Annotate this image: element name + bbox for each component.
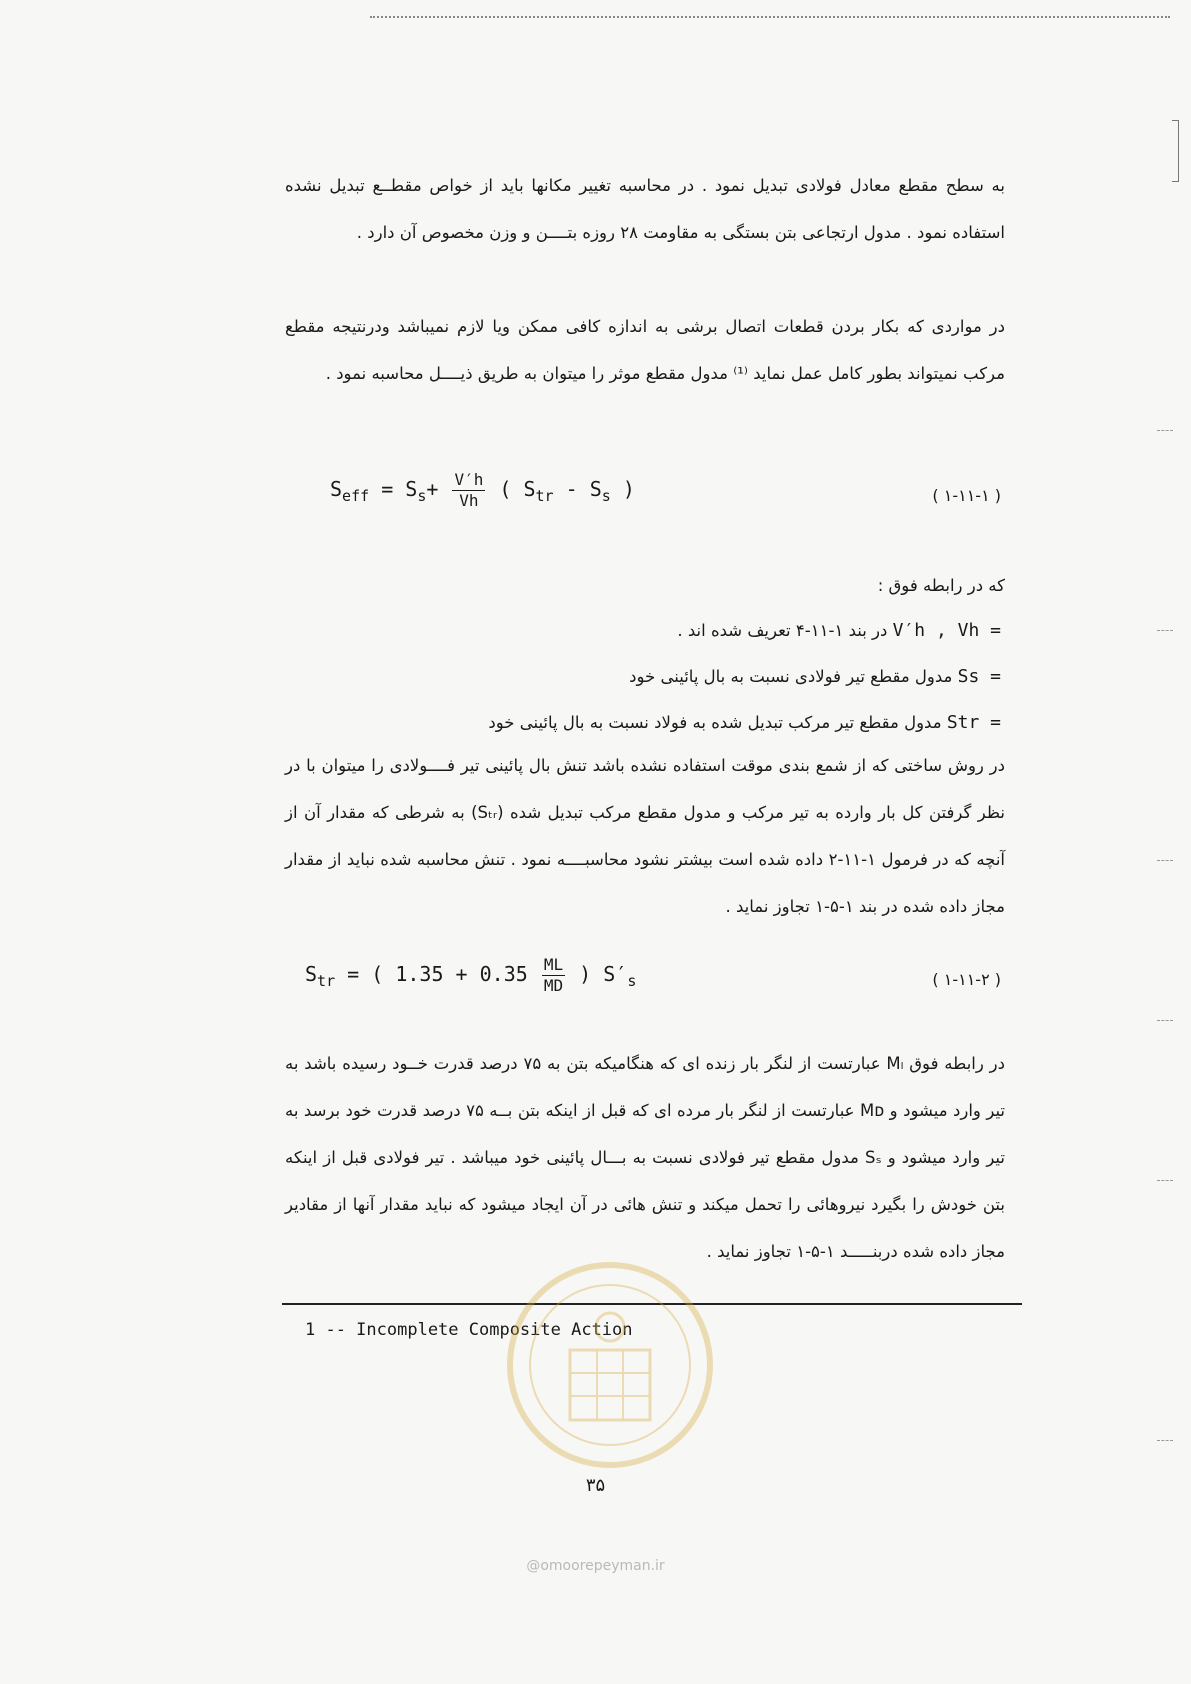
margin-mark	[1157, 630, 1173, 631]
equation-1: $S_{eff} = S_s+$ $\frac{V'h}{Vh}$ ( $S_{tr} - S_s$ )	[330, 470, 635, 510]
definition-item: V′h , Vh = در بند ۱-۱۱-۴ تعریف شده اند .	[677, 620, 1001, 641]
where-label: که در رابطه فوق :	[877, 576, 1005, 595]
paragraph-1: به سطح مقطع معادل فولادی تبدیل نمود . در محاسبه تغییر مکانها باید از خواص مقطــع تبدیل نشده استفاده نمود . مدول ارتجاعی بتن بستگی به مقاومت ۲۸ روزه بتــــن و وزن مخصوص آن دارد .	[285, 176, 1005, 242]
paragraph-2: در مواردی که بکار بردن قطعات اتصال برشی به اندازه کافی ممکن ویا لازم نمیباشد ودرنتیجه مقطع مرکب نمیتواند بطور کامل عمل نماید ⁽¹⁾ مدول مقطع موثر را میتوان به طریق ذیــــل محاسبه نمود .	[285, 317, 1005, 383]
margin-mark	[1157, 1440, 1173, 1441]
definition-item: Str = مدول مقطع تیر مرکب تبدیل شده به فولاد نسبت به بال پائینی خود	[488, 712, 1001, 733]
definitions-list	[488, 608, 1001, 746]
watermark-seal	[500, 1255, 720, 1475]
equation-2-number: ( ۱-۱۱-۲ )	[932, 970, 1001, 989]
equation-1-fraction: $\frac{V'h}{Vh}$	[454, 470, 484, 510]
margin-mark	[1157, 860, 1173, 861]
margin-mark	[1157, 1020, 1173, 1021]
definition-item: Ss = مدول مقطع تیر فولادی نسبت به بال پائینی خود	[629, 666, 1001, 687]
footnote: 1 -- Incomplete Composite Action	[305, 1320, 633, 1340]
scan-top-edge	[370, 16, 1170, 18]
margin-mark	[1157, 430, 1173, 431]
page-number: ۳۵	[585, 1475, 606, 1496]
scan-margin-bracket	[1172, 120, 1179, 182]
paragraph-4: در رابطه فوق Mₗ عبارتست از لنگر بار زنده ای که هنگامیکه بتن به ۷۵ درصد قدرت خــود رسیده باشد به تیر وارد میشود و Mᴅ عبارتست از لنگر بار مرده ای که قبل از اینکه بتن بــه ۷۵ درصد قدرت خود برسد به تیر وارد میشود و Sₛ مدول مقطع تیر فولادی نسبت به بـــال پائینی خود میباشد . تیر فولادی قبل از اینکه بتن خودش را بگیرد نیروهائی را تحمل میکند و تنش هائی در آن ایجاد میشود که نباید مقدار آنها از مقادیر مجاز داده شده دربنـــــد ۱-۵-۱ تجاوز نماید .	[285, 1054, 1006, 1261]
equation-1-number: ( ۱-۱۱-۱ )	[932, 486, 1001, 505]
paragraph-3: در روش ساختی که از شمع بندی موقت استفاده نشده باشد تنش بال پائینی تیر فــــولادی را میتوان با در نظر گرفتن کل بار وارده به تیر مرکب و مدول مقطع مرکب تبدیل شده (Sₜᵣ) به شرطی که مقدار آن از آنچه که در فرمول ۱-۱۱-۲ داده شده است بیشتر نشود محاسبــــه نمود . تنش محاسبه شده نباید از مقدار مجاز داده شده در بند ۱-۵-۱ تجاوز نماید .	[285, 756, 1006, 916]
equation-2: $S_{tr}$ = ( 1.35 + 0.35 $\frac{ML}{MD}$ ) $S'_s$	[305, 955, 637, 995]
equation-2-fraction: $\frac{ML}{MD}$	[543, 955, 564, 995]
watermark-url: @omoorepeyman.ir	[526, 1558, 665, 1574]
margin-mark	[1157, 1180, 1173, 1181]
